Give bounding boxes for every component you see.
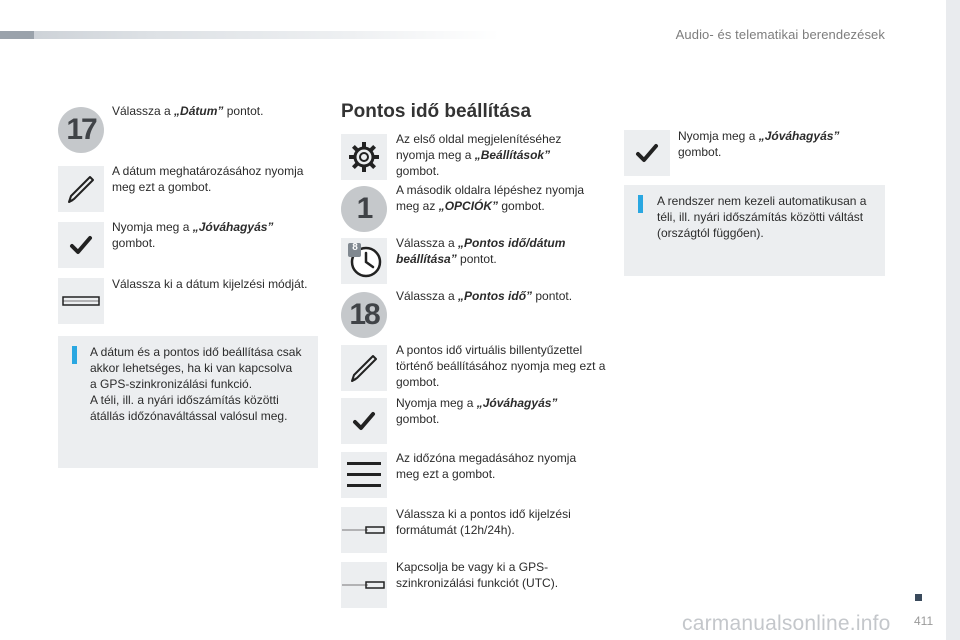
checkmark-icon xyxy=(68,232,94,258)
middle-step-1-pre: Az első oldal megjelenítéséhez nyomja meg a xyxy=(396,132,562,162)
middle-step-7: Az időzóna megadásához nyomja meg ezt a gombot. xyxy=(396,451,577,481)
confirm-button-tile xyxy=(58,222,104,268)
left-step-3-bold: „Jóváhagyás” xyxy=(192,220,274,234)
right-info-line: (országtól függően). xyxy=(657,226,764,240)
left-info-line: a GPS-szinkronizálási funkció. xyxy=(90,377,253,391)
middle-step-3-bold: „Pontos idő/dátum beállítása” xyxy=(396,236,566,266)
middle-step-1 xyxy=(396,131,596,179)
right-step-1-pre: Nyomja meg a xyxy=(678,129,759,143)
right-info-box xyxy=(624,185,885,276)
middle-step-2-pre: A második oldalra lépéshez nyomja meg az xyxy=(396,183,585,213)
toggle-slider-icon xyxy=(342,575,386,595)
middle-step-8: Válassza ki a pontos idő kijelzési formátumát (12h/24h). xyxy=(396,507,571,537)
middle-step-3-post: pontot. xyxy=(456,252,497,266)
pencil-icon xyxy=(347,351,381,385)
left-step-3-post: gombot. xyxy=(112,236,156,250)
middle-step-9: Kapcsolja be vagy ki a GPS-szinkronizálási funkciót (UTC). xyxy=(396,560,559,590)
left-info-line: akkor lehetséges, ha ki van kapcsolva xyxy=(90,361,293,375)
info-icon xyxy=(72,346,77,364)
pencil-button-tile-time xyxy=(341,345,387,391)
middle-step-1-post: gombot. xyxy=(396,164,440,178)
confirm-button-tile-time xyxy=(341,398,387,444)
left-step-1-post: pontot. xyxy=(223,104,264,118)
left-info-box xyxy=(58,336,318,468)
left-step-1-pre: Válassza a xyxy=(112,104,175,118)
page-number: 411 xyxy=(914,614,934,628)
right-info-line: téli, ill. nyári időszámítás közötti váltást xyxy=(657,210,864,224)
section-heading: Pontos idő beállítása xyxy=(341,101,532,122)
toggle-slider-icon xyxy=(61,291,101,311)
right-step-1 xyxy=(678,128,878,160)
menu-lines-icon xyxy=(345,458,383,492)
gps-sync-button-tile xyxy=(341,562,387,608)
left-step-2: A dátum meghatározásához nyomja meg ezt a gombot. xyxy=(112,164,304,194)
middle-step-4-post: pontot. xyxy=(532,289,573,303)
page-edge-strip xyxy=(946,0,960,640)
section-label: Audio- és telematikai berendezések xyxy=(675,27,885,42)
left-step-3 xyxy=(112,219,312,251)
checkmark-icon xyxy=(351,408,377,434)
watermark: carmanualsonline.info xyxy=(682,612,891,635)
middle-step-6-post: gombot. xyxy=(396,412,440,426)
step-badge-18: 18 xyxy=(341,292,387,338)
middle-step-3-pre: Válassza a xyxy=(396,236,459,250)
step-badge-17: 17 xyxy=(58,107,104,153)
left-info-line: átállás időzónaváltással valósul meg. xyxy=(90,409,288,423)
right-step-1-post: gombot. xyxy=(678,145,722,159)
gear-icon xyxy=(347,140,381,174)
middle-step-3 xyxy=(396,235,596,267)
right-info-line: A rendszer nem kezeli automatikusan a xyxy=(657,194,867,208)
middle-step-5: A pontos idő virtuális billentyűzettel történő beállításához nyomja meg ezt a gombot. xyxy=(396,343,606,389)
middle-step-2-bold: „OPCIÓK” xyxy=(438,199,499,213)
left-step-1-bold: „Dátum” xyxy=(174,104,224,118)
checkmark-icon xyxy=(634,140,660,166)
left-info-line: A téli, ill. a nyári időszámítás közötti xyxy=(90,393,279,407)
header-gradient-bar xyxy=(0,31,500,39)
middle-step-1-bold: „Beállítások” xyxy=(474,148,551,162)
right-info-text xyxy=(657,193,882,241)
middle-step-4-pre: Válassza a xyxy=(396,289,459,303)
left-step-1 xyxy=(112,103,312,119)
middle-step-4 xyxy=(396,288,596,304)
settings-button-tile xyxy=(341,134,387,180)
middle-step-6-pre: Nyomja meg a xyxy=(396,396,477,410)
timezone-button-tile xyxy=(341,452,387,498)
info-icon xyxy=(638,195,643,213)
pencil-button-tile xyxy=(58,166,104,212)
right-step-1-bold: „Jóváhagyás” xyxy=(758,129,840,143)
left-step-3-pre: Nyomja meg a xyxy=(112,220,193,234)
pencil-icon xyxy=(64,172,98,206)
middle-step-4-bold: „Pontos idő” xyxy=(458,289,533,303)
left-info-line: A dátum és a pontos idő beállítása csak xyxy=(90,345,302,359)
time-date-menu-tile xyxy=(341,238,387,284)
clock-icon-tag: 8 xyxy=(352,242,358,253)
middle-step-6-bold: „Jóváhagyás” xyxy=(476,396,558,410)
time-format-button-tile xyxy=(341,507,387,553)
header-accent-bar xyxy=(0,31,34,39)
left-step-4: Válassza ki a dátum kijelzési módját. xyxy=(112,277,308,291)
toggle-slider-icon xyxy=(342,520,386,540)
left-info-text xyxy=(90,344,315,424)
page-marker xyxy=(915,594,922,601)
middle-step-2 xyxy=(396,182,596,214)
confirm-button-tile-right xyxy=(624,130,670,176)
date-format-button-tile xyxy=(58,278,104,324)
step-badge-1: 1 xyxy=(341,186,387,232)
middle-step-6 xyxy=(396,395,596,427)
middle-step-2-post: gombot. xyxy=(498,199,545,213)
